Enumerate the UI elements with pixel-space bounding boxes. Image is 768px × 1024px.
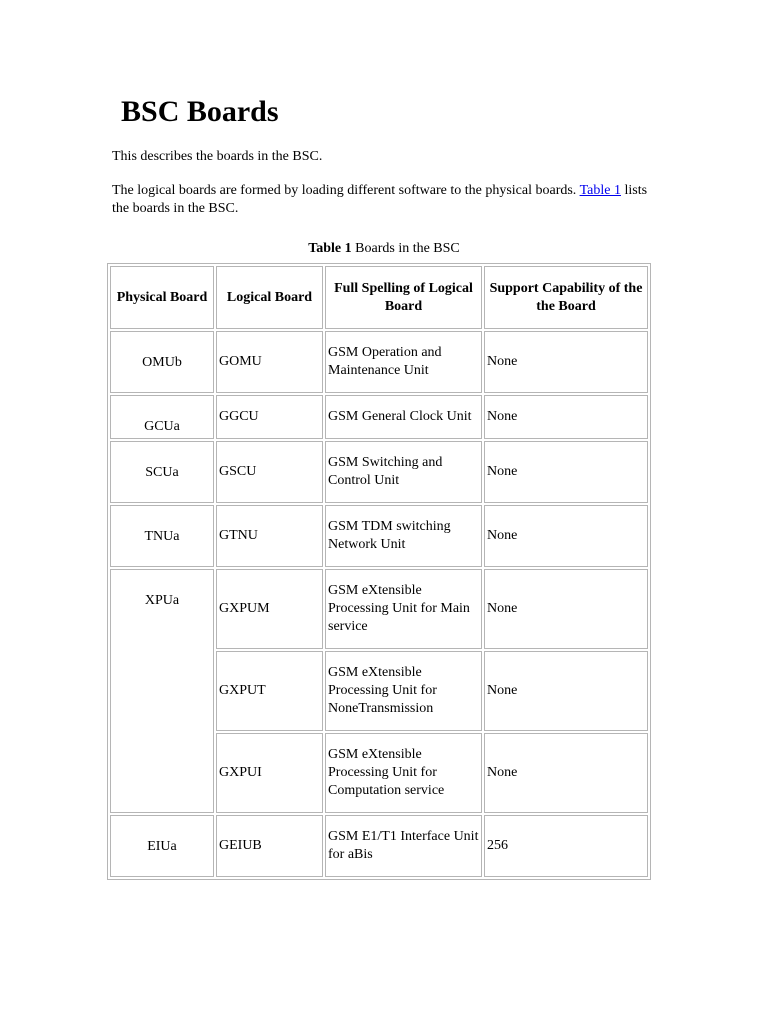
table-caption-text: Boards in the BSC [351,241,460,256]
table-header-row [110,266,648,329]
cell-full-spelling: GSM eXtensible Processing Unit for Main service [325,569,482,649]
cell-support-capability: None [484,441,648,503]
cell-support-capability: None [484,395,648,439]
cell-support-capability: None [484,505,648,567]
cell-physical-board: EIUa [110,815,214,877]
cell-logical-board: GOMU [216,331,323,393]
cell-full-spelling: GSM eXtensible Processing Unit for NoneTransmission [325,651,482,731]
cell-full-spelling: GSM Switching and Control Unit [325,441,482,503]
cell-logical-board: GXPUI [216,733,323,813]
cell-physical-board: XPUa [110,569,214,813]
cell-support-capability: None [484,733,648,813]
cell-support-capability: None [484,331,648,393]
table-1-link[interactable]: Table 1 [579,183,621,198]
table-row [110,815,648,877]
cell-support-capability: None [484,651,648,731]
table-body [110,331,648,877]
cell-support-capability: 256 [484,815,648,877]
cell-physical-board: SCUa [110,441,214,503]
cell-logical-board: GTNU [216,505,323,567]
cell-logical-board: GGCU [216,395,323,439]
cell-full-spelling: GSM General Clock Unit [325,395,482,439]
table-row [110,569,648,649]
header-physical-board: Physical Board [110,266,214,329]
table-row [110,395,648,439]
header-support-capability: Support Capability of the the Board [484,266,648,329]
cell-full-spelling: GSM eXtensible Processing Unit for Computation service [325,733,482,813]
cell-physical-board: OMUb [110,331,214,393]
intro-paragraph: This describes the boards in the BSC. [112,149,323,164]
table-caption [0,240,768,258]
description-paragraph [112,182,660,218]
cell-full-spelling: GSM TDM switching Network Unit [325,505,482,567]
header-full-spelling: Full Spelling of Logical Board [325,266,482,329]
cell-physical-board: TNUa [110,505,214,567]
boards-table [107,263,651,880]
cell-physical-board: GCUa [110,395,214,439]
page-title: BSC Boards [121,95,279,128]
cell-logical-board: GXPUT [216,651,323,731]
cell-full-spelling: GSM E1/T1 Interface Unit for aBis [325,815,482,877]
cell-logical-board: GXPUM [216,569,323,649]
cell-full-spelling: GSM Operation and Maintenance Unit [325,331,482,393]
cell-logical-board: GSCU [216,441,323,503]
paragraph-text-after-link: lists the boards in the BSC. [112,183,648,216]
cell-support-capability: None [484,569,648,649]
table-row [110,505,648,567]
paragraph-text-before-link: The logical boards are formed by loading different software to the physical boards. [112,183,580,198]
table-caption-label: Table 1 [308,241,352,256]
header-logical-board: Logical Board [216,266,323,329]
table-row [110,331,648,393]
cell-logical-board: GEIUB [216,815,323,877]
table-row [110,441,648,503]
